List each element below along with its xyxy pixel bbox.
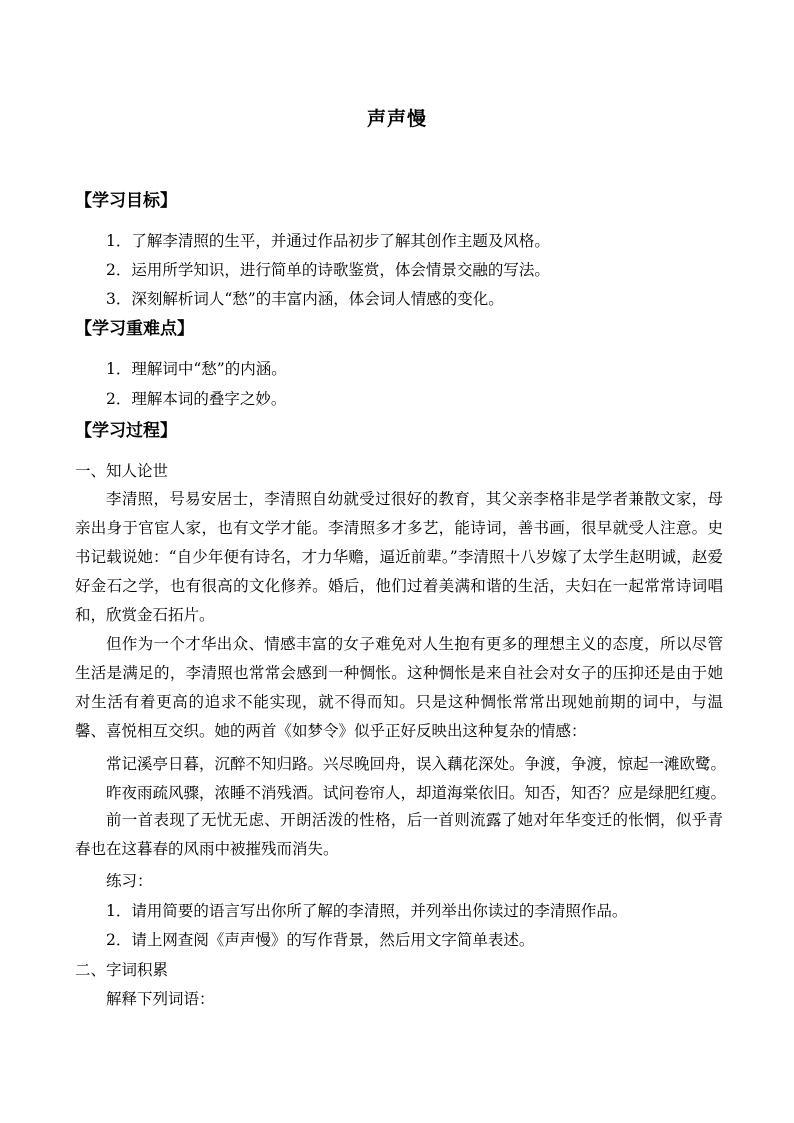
goal-item: 3．深刻解析词人“愁”的丰富内涵，体会词人情感的变化。 — [106, 290, 504, 308]
part1-heading: 一、知人论世 — [75, 462, 169, 480]
part2-heading: 二、字词积累 — [75, 961, 169, 979]
vocab-instruction: 解释下列词语： — [106, 990, 215, 1008]
key-point-item: 2．理解本词的叠字之妙。 — [106, 390, 287, 408]
process-heading: 【学习过程】 — [75, 421, 177, 441]
exercise-label: 练习： — [106, 872, 153, 890]
key-point-item: 1．理解词中“愁”的内涵。 — [106, 360, 287, 378]
goals-heading: 【学习目标】 — [75, 191, 177, 211]
poem-line: 常记溪亭日暮，沉醉不知归路。兴尽晚回舟，误入藕花深处。争渡，争渡，惊起一滩欧鹭。 — [106, 755, 727, 773]
analysis-paragraph: 前一首表现了无忧无虑、开朗活泼的性格，后一首则流露了她对年华变迁的怅惘，似乎青春也在这暮春的风雨中被摧残而消失。 — [75, 811, 723, 858]
bio-paragraph: 李清照，号易安居士，李清照自幼就受过很好的教育，其父亲李格非是学者兼散文家，母亲出身于官宦人家，也有文学才能。李清照多才多艺，能诗词，善书画，很早就受人注意。史书记载说她：“自少年便有诗名，才力华赡，逼近前辈。”李清照十八岁嫁了太学生赵明诚，赵爱好金石之学，也有很高的文化修养。婚后，他们过着美满和谐的生活，夫妇在一起常常诗词唱和，欣赏金石拓片。 — [75, 490, 723, 624]
page-title: 声声慢 — [366, 108, 427, 130]
exercise-item: 1．请用简要的语言写出你所了解的李清照，并列举出你读过的李清照作品。 — [106, 902, 628, 920]
emotion-paragraph: 但作为一个才华出众、情感丰富的女子难免对人生抱有更多的理想主义的态度，所以尽管生活是满足的，李清照也常常会感到一种惆怅。这种惆怅是来自社会对女子的压抑还是由于她对生活有着更高的追求不能实现，就不得而知。只是这种惆怅常常出现她前期的词中，与温馨、喜悦相互交织。她的两首《如梦令》似乎正好反映出这种复杂的情感： — [75, 635, 723, 740]
key-points-heading: 【学习重难点】 — [75, 319, 194, 339]
poem-line: 昨夜雨疏风骤，浓睡不消残酒。试问卷帘人，却道海棠依旧。知否，知否？应是绿肥红瘦。 — [106, 784, 727, 802]
exercise-item: 2．请上网查阅《声声慢》的写作背景，然后用文字简单表述。 — [106, 931, 535, 949]
goal-item: 2．运用所学知识，进行简单的诗歌鉴赏，体会情景交融的写法。 — [106, 261, 550, 279]
goal-item: 1．了解李清照的生平，并通过作品初步了解其创作主题及风格。 — [106, 232, 550, 250]
